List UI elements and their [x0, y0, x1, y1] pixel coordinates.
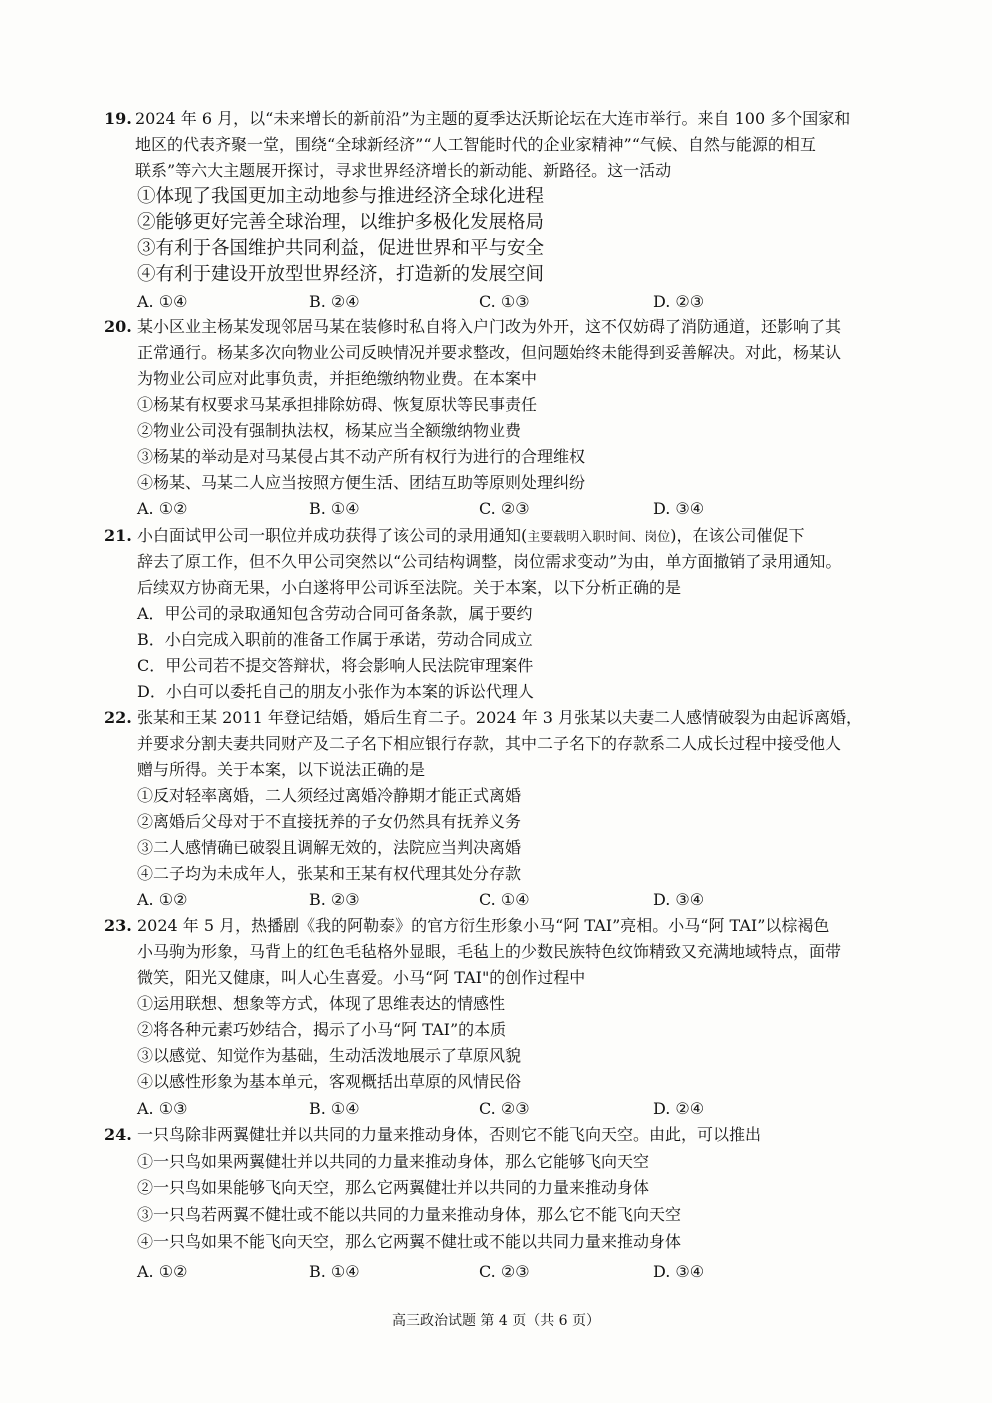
statement-item: ①运用联想、想象等方式，体现了思维表达的情感性: [137, 994, 506, 1013]
option-a: A. ①②: [137, 499, 188, 518]
question-number: 22.: [104, 708, 132, 727]
choice-b: B．小白完成入职前的准备工作属于承诺，劳动合同成立: [137, 630, 533, 649]
question-stem-line: 并要求分割夫妻共同财产及二子名下相应银行存款，其中二子名下的存款系二人成长过程中接受他人: [137, 734, 842, 753]
question-number: 20.: [104, 317, 132, 336]
question-stem-line: 张某和王某 2011 年登记结婚，婚后生育二子。2024 年 3 月张某以夫妻二人感情破裂为由起诉离婚，: [137, 708, 863, 727]
question-stem-line: 小马驹为形象，马背上的红色毛毡格外显眼，毛毡上的少数民族特色纹饰精致又充满地域特点，面带: [137, 942, 842, 961]
statement-item: ③有利于各国维护共同利益，促进世界和平与安全: [137, 238, 545, 259]
option-a: A. ①④: [137, 292, 188, 311]
option-c: C. ②③: [479, 1262, 530, 1281]
choice-c: C．甲公司若不提交答辩状，将会影响人民法院审理案件: [137, 656, 534, 675]
statement-item: ③以感觉、知觉作为基础，生动活泼地展示了草原风貌: [137, 1046, 522, 1065]
statement-item: ②离婚后父母对于不直接抚养的子女仍然具有抚养义务: [137, 812, 522, 831]
statement-item: ③二人感情确已破裂且调解无效的，法院应当判决离婚: [137, 838, 522, 857]
option-c: C. ②③: [479, 1099, 530, 1118]
option-d: D. ③④: [653, 890, 705, 909]
statement-item: ④有利于建设开放型世界经济，打造新的发展空间: [137, 264, 545, 285]
option-c: C. ①④: [479, 890, 530, 909]
option-a: A. ①②: [137, 1262, 188, 1281]
statement-item: ④一只鸟如果不能飞向天空，那么它两翼不健壮或不能以共同力量来推动身体: [137, 1232, 682, 1251]
statement-item: ④杨某、马某二人应当按照方便生活、团结互助等原则处理纠纷: [137, 473, 586, 492]
option-b: B. ①④: [309, 1262, 360, 1281]
option-b: B. ②③: [309, 890, 360, 909]
statement-item: ④二子均为未成年人，张某和王某有权代理其处分存款: [137, 864, 522, 883]
option-b: B. ①④: [309, 1099, 360, 1118]
option-b: B. ①④: [309, 499, 360, 518]
question-stem-line: 联系”等六大主题展开探讨，寻求世界经济增长的新动能、新路径。这一活动: [135, 161, 672, 180]
option-a: A. ①③: [137, 1099, 188, 1118]
statement-item: ④以感性形象为基本单元，客观概括出草原的风情民俗: [137, 1072, 522, 1091]
statement-item: ①反对轻率离婚，二人须经过离婚冷静期才能正式离婚: [137, 786, 522, 805]
statement-item: ②一只鸟如果能够飞向天空，那么它两翼健壮并以共同的力量来推动身体: [137, 1178, 650, 1197]
question-stem-line: 正常通行。杨某多次向物业公司反映情况并要求整改，但问题始终未能得到妥善解决。对此，杨某认: [137, 343, 842, 362]
question-stem-line: [137, 525, 805, 549]
option-d: D. ③④: [653, 499, 705, 518]
option-c: C. ②③: [479, 499, 530, 518]
page-footer: 高三政治试题 第 4 页（共 6 页）: [391, 1313, 601, 1329]
question-number: 23.: [104, 916, 132, 935]
question-stem-line: 后续双方协商无果，小白遂将甲公司诉至法院。关于本案，以下分析正确的是: [137, 578, 682, 597]
question-number: 24.: [104, 1125, 132, 1144]
choice-d: D．小白可以委托自己的朋友小张作为本案的诉讼代理人: [137, 682, 534, 701]
question-number: 19.: [104, 109, 132, 128]
statement-item: ②将各种元素巧妙结合，揭示了小马“阿 TAI”的本质: [137, 1020, 507, 1039]
question-stem-line: 2024 年 5 月，热播剧《我的阿勒泰》的官方衍生形象小马“阿 TAI”亮相。小马“阿 TAI”以棕褐色: [137, 916, 830, 935]
question-stem-line: 微笑，阳光又健康，叫人心生喜爱。小马“阿 TAI"的创作过程中: [137, 968, 586, 987]
option-d: D. ②③: [653, 292, 705, 311]
question-stem-line: 辞去了原工作，但不久甲公司突然以“公司结构调整，岗位需求变动”为由，单方面撤销了录用通知。: [137, 552, 842, 571]
question-stem-line: 地区的代表齐聚一堂，围绕“全球新经济”“人工智能时代的企业家精神”“气候、自然与能源的相互: [135, 135, 816, 154]
statement-item: ②物业公司没有强制执法权，杨某应当全额缴纳物业费: [137, 421, 522, 440]
question-stem-line: 赠与所得。关于本案，以下说法正确的是: [137, 760, 426, 779]
statement-item: ①杨某有权要求马某承担排除妨碍、恢复原状等民事责任: [137, 395, 538, 414]
statement-item: ①体现了我国更加主动地参与推进经济全球化进程: [137, 186, 545, 207]
option-a: A. ①②: [137, 890, 188, 909]
option-c: C. ①③: [479, 292, 530, 311]
statement-item: ②能够更好完善全球治理，以维护多极化发展格局: [137, 212, 545, 233]
stem-annotation: 主要载明入职时间、岗位: [527, 530, 671, 545]
option-b: B. ②④: [309, 292, 360, 311]
question-stem-line: 某小区业主杨某发现邻居马某在装修时私自将入户门改为外开，这不仅妨碍了消防通道，还影响了其: [137, 317, 842, 336]
question-stem-line: 2024 年 6 月，以“未来增长的新前沿”为主题的夏季达沃斯论坛在大连市举行。来自 100 多个国家和: [135, 109, 851, 128]
statement-item: ①一只鸟如果两翼健壮并以共同的力量来推动身体，那么它能够飞向天空: [137, 1152, 650, 1171]
question-number: 21.: [104, 526, 132, 545]
option-d: D. ③④: [653, 1262, 705, 1281]
statement-item: ③杨某的举动是对马某侵占其不动产所有权行为进行的合理维权: [137, 447, 586, 466]
choice-a: A．甲公司的录取通知包含劳动合同可备条款，属于要约: [137, 604, 533, 623]
stem-text: 小白面试甲公司一职位并成功获得了该公司的录用通知(: [137, 526, 528, 545]
stem-text: )，在该公司催促下: [670, 526, 805, 545]
statement-item: ③一只鸟若两翼不健壮或不能以共同的力量来推动身体，那么它不能飞向天空: [137, 1205, 682, 1224]
option-d: D. ②④: [653, 1099, 705, 1118]
question-stem-line: 为物业公司应对此事负责，并拒绝缴纳物业费。在本案中: [137, 369, 538, 388]
question-stem-line: 一只鸟除非两翼健壮并以共同的力量来推动身体，否则它不能飞向天空。由此，可以推出: [137, 1125, 762, 1144]
